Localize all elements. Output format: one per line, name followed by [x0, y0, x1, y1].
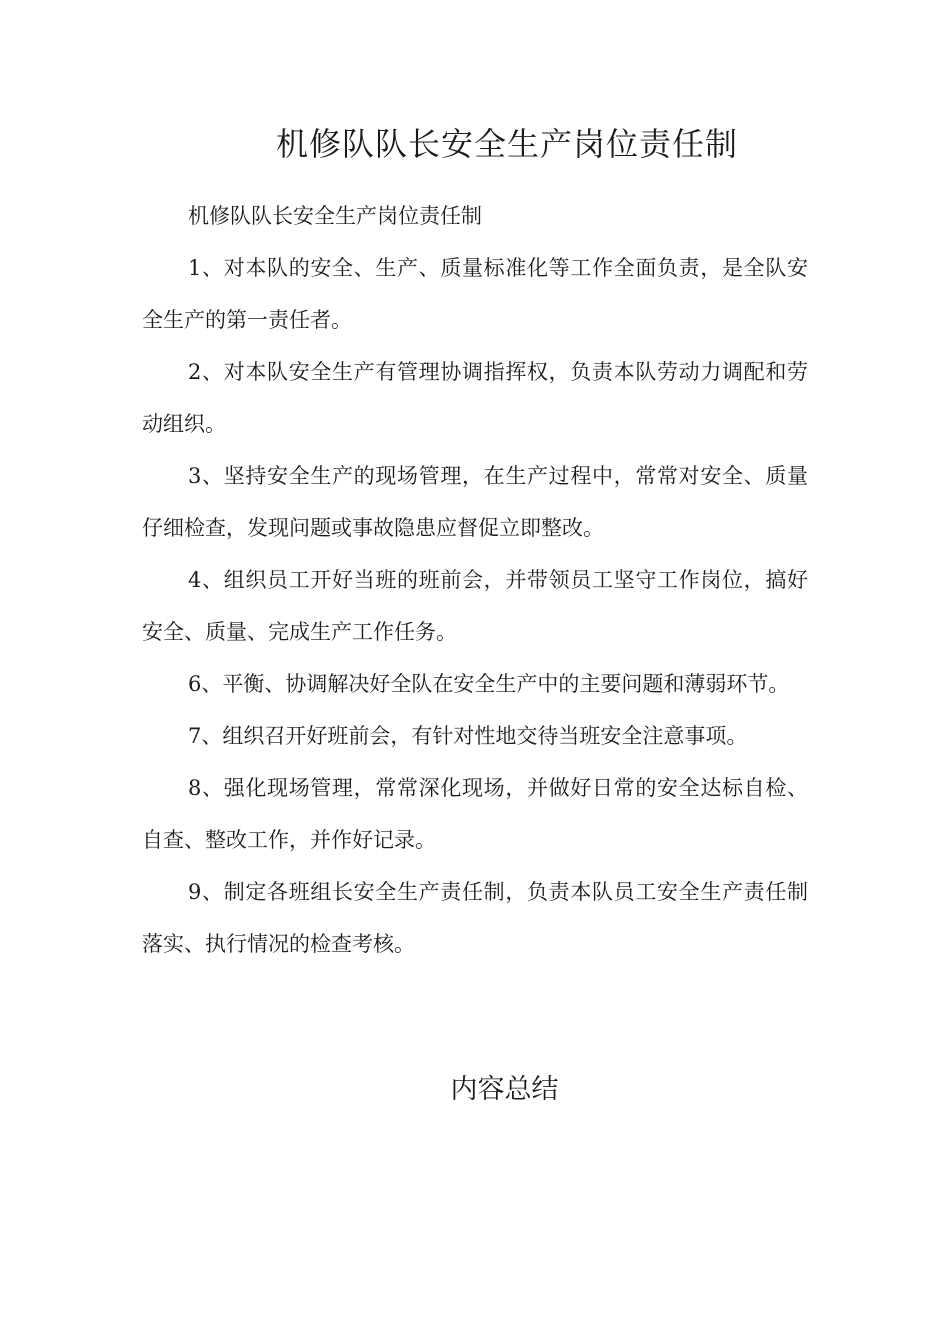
document-body — [142, 190, 808, 970]
paragraph-item-8: 8、强化现场管理，常常深化现场，并做好日常的安全达标自检、自查、整改工作，并作好记录。 — [142, 776, 808, 852]
paragraph-subtitle: 机修队队长安全生产岗位责任制 — [188, 204, 482, 228]
paragraph-item-2: 2、对本队安全生产有管理协调指挥权，负责本队劳动力调配和劳动组织。 — [142, 360, 808, 436]
paragraph-item-7: 7、组织召开好班前会，有针对性地交待当班安全注意事项。 — [188, 724, 748, 748]
paragraph-item-1: 1、对本队的安全、生产、质量标准化等工作全面负责，是全队安全生产的第一责任者。 — [142, 256, 808, 332]
paragraph-item-9: 9、制定各班组长安全生产责任制，负责本队员工安全生产责任制落实、执行情况的检查考核。 — [142, 880, 808, 956]
paragraph-item-4: 4、组织员工开好当班的班前会，并带领员工坚守工作岗位，搞好安全、质量、完成生产工作任务。 — [142, 568, 808, 644]
paragraph-item-3: 3、坚持安全生产的现场管理，在生产过程中，常常对安全、质量仔细检查，发现问题或事故隐患应督促立即整改。 — [142, 464, 808, 540]
document-title: 机修队队长安全生产岗位责任制 — [275, 125, 738, 163]
paragraph-item-6: 6、平衡、协调解决好全队在安全生产中的主要问题和薄弱环节。 — [188, 672, 790, 696]
summary-heading: 内容总结 — [450, 1074, 559, 1105]
